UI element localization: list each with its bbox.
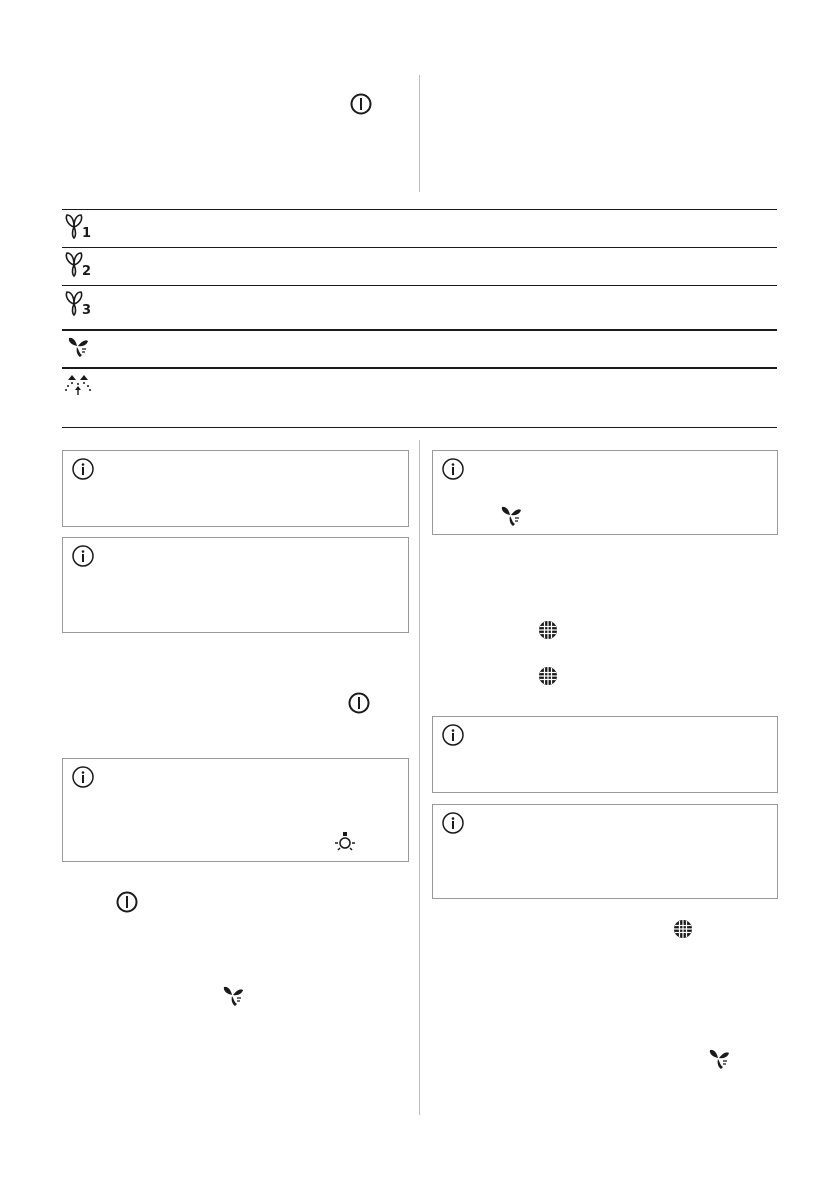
table-rule bbox=[62, 329, 777, 331]
info-box bbox=[62, 758, 409, 862]
info-icon bbox=[72, 766, 94, 788]
info-icon bbox=[72, 458, 94, 480]
info-icon bbox=[72, 545, 94, 567]
power-icon bbox=[348, 692, 370, 714]
power-icon bbox=[350, 93, 372, 115]
info-icon bbox=[442, 812, 464, 834]
fan-speed-3-subscript: 3 bbox=[82, 303, 92, 318]
info-box bbox=[432, 716, 778, 793]
table-row bbox=[64, 213, 104, 243]
info-box bbox=[432, 450, 778, 535]
power-icon bbox=[116, 891, 138, 913]
info-box bbox=[62, 537, 409, 633]
table-rule bbox=[62, 285, 777, 286]
info-icon bbox=[442, 724, 464, 746]
column-divider bbox=[419, 440, 420, 1115]
fan-speed-2-subscript: 2 bbox=[82, 264, 92, 279]
table-row bbox=[64, 373, 96, 399]
fan-boost-icon bbox=[499, 504, 523, 528]
info-icon bbox=[442, 458, 464, 480]
info-box bbox=[432, 804, 778, 899]
table-rule bbox=[62, 427, 777, 428]
table-row bbox=[66, 335, 96, 361]
filter-grid-icon bbox=[538, 666, 558, 686]
info-box bbox=[62, 450, 409, 527]
table-row bbox=[64, 251, 104, 281]
fan-boost-icon bbox=[221, 984, 245, 1008]
light-icon bbox=[333, 831, 357, 855]
fan-boost-icon bbox=[707, 1047, 731, 1071]
fan-speed-1-subscript: 1 bbox=[82, 226, 92, 241]
top-column-divider bbox=[419, 75, 420, 192]
filter-grid-icon bbox=[538, 620, 558, 640]
filter-grid-icon bbox=[673, 919, 693, 939]
table-rule bbox=[62, 209, 777, 210]
table-rule bbox=[62, 367, 777, 369]
fan-boost-icon bbox=[66, 335, 90, 359]
table-row bbox=[64, 290, 104, 320]
table-rule bbox=[62, 247, 777, 248]
extraction-arrows-icon bbox=[64, 373, 92, 397]
